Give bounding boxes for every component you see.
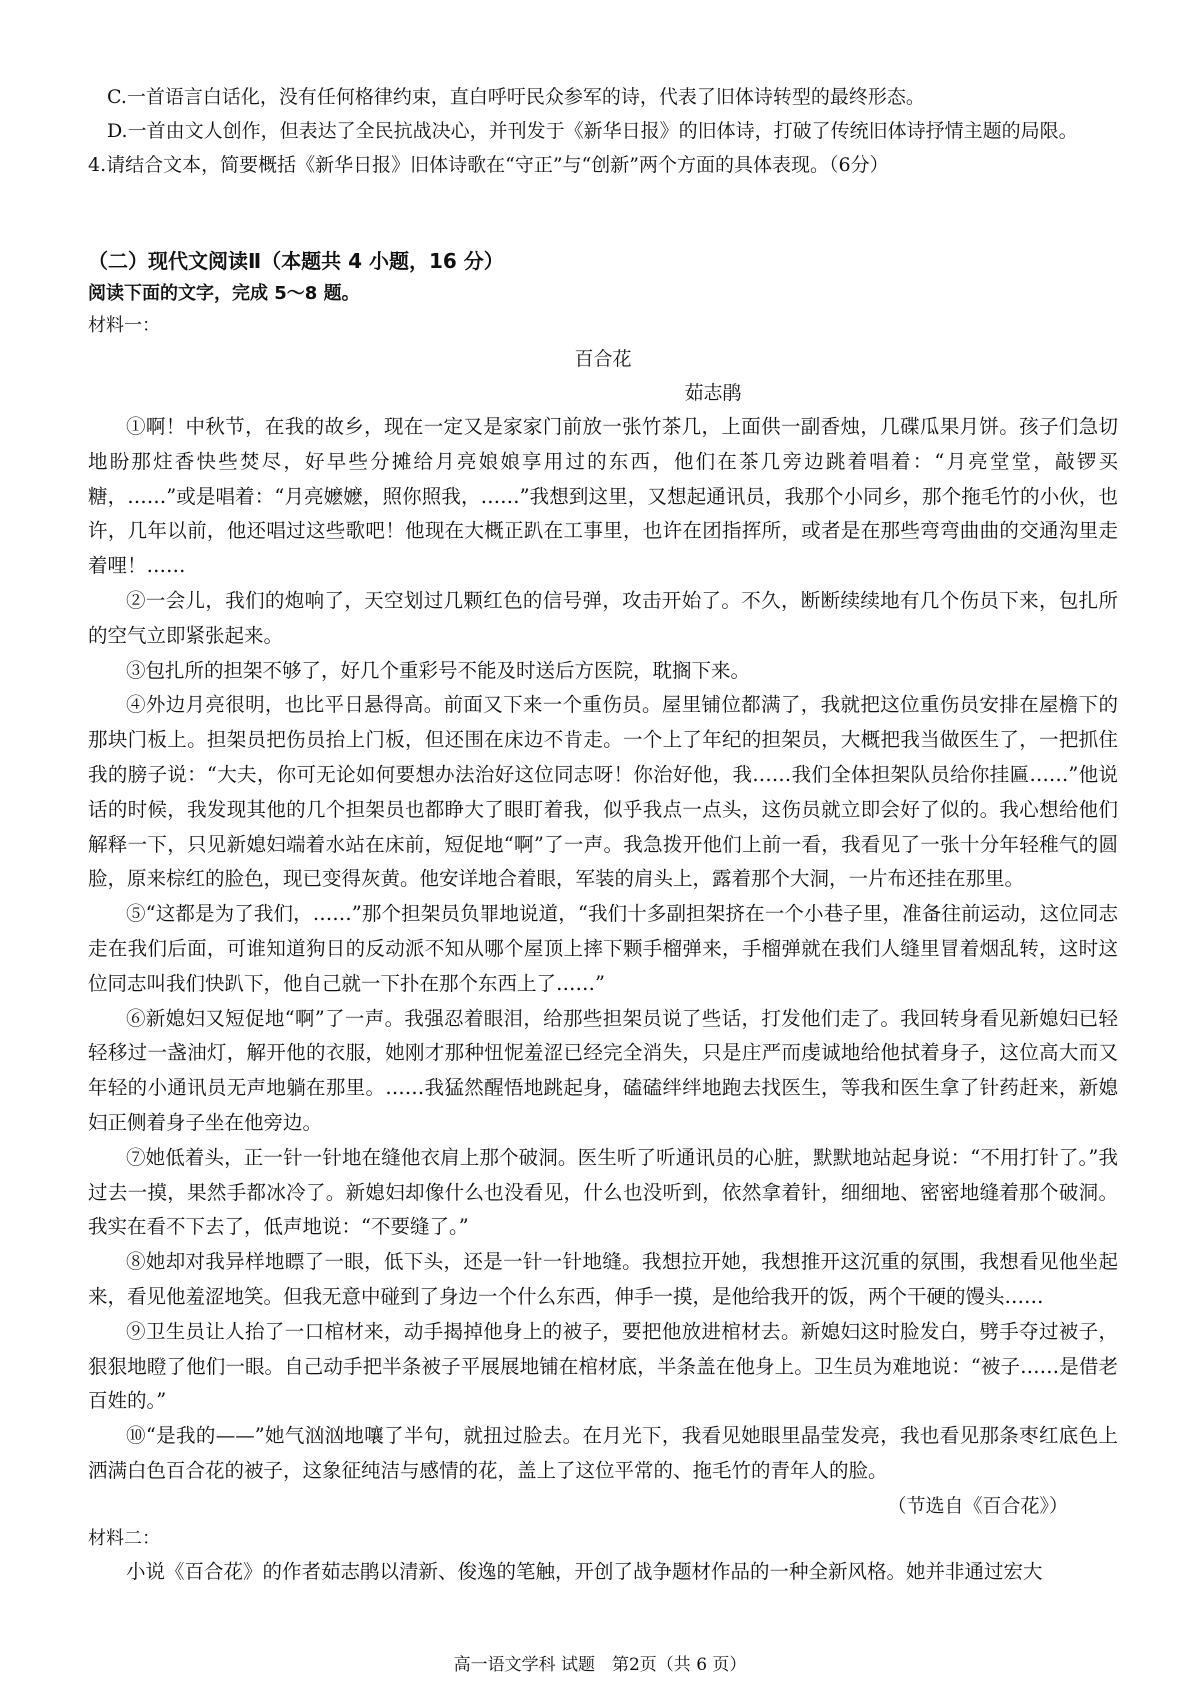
paragraph-2: ②一会儿，我们的炮响了，天空划过几颗红色的信号弹，攻击开始了。不久，断断续续地有几个伤员下来，包扎所的空气立即紧张起来。 [88,588,1118,647]
paragraph-4: ④外边月亮很明，也比平日悬得高。前面又下来一个重伤员。屋里铺位都满了，我就把这位重伤员安排在屋檐下的那块门板上。担架员把伤员抬上门板，但还围在床边不肯走。一个上了年纪的担架员，大概把我当做医生了，一把抓住我的膀子说：“大夫，你可无论如何要想办法治好这位同志呀！你治好他，我……我们全体担架队员给你挂匾……”他说话的时候，我发现其他的几个担架员也都睁大了眼盯着我，似乎我点一点头，这伤员就立即会好了似的。我心想给他们解释一下，只见新媳妇端着水站在床前，短促地“啊”了一声。我急拨开他们上前一看，我看见了一张十分年轻稚气的圆脸，原来棕红的脸色，现已变得灰黄。他安详地合着眼，军装的肩头上，露着那个大洞，一片布还挂在那里。 [88,693,1118,891]
paragraph-7: ⑦她低着头，正一针一针地在缝他衣肩上那个破洞。医生听了听通讯员的心脏，默默地站起身说：“不用打针了。”我过去一摸，果然手都冰冷了。新媳妇却像什么也没看见，什么也没听到，依然拿着针，细细地、密密地缝着那个破洞。我实在看不下去了，低声地说：“不要缝了。” [88,1145,1118,1239]
paragraph-5: ⑤“这都是为了我们，……”那个担架员负罪地说道，“我们十多副担架挤在一个小巷子里，准备往前运动，这位同志走在我们后面，可谁知道狗日的反动派不知从哪个屋顶上摔下颗手榴弹来，手榴弹就在我们人缝里冒着烟乱转，这时这位同志叫我们快趴下，他自己就一下扑在那个东西上了……” [88,902,1118,995]
story-title: 百合花 [574,348,632,370]
story-author: 茹志鹃 [684,382,742,404]
material-1-label: 材料一： [88,315,160,336]
question-4: 4.请结合文本，简要概括《新华日报》旧体诗歌在“守正”与“创新”两个方面的具体表现。（6分） [88,154,889,176]
option-c: C.一首语言白话化，没有任何格律约束，直白呼吁民众参军的诗，代表了旧体诗转型的最终形态。 [107,86,925,108]
paragraph-9: ⑨卫生员让人抬了一口棺材来，动手揭掉他身上的被子，要把他放进棺材去。新媳妇这时脸发白，劈手夺过被子，狠狠地瞪了他们一眼。自己动手把半条被子平展展地铺在棺材底，半条盖在他身上。卫生员为难地说：“被子……是借老百姓的。” [88,1319,1118,1413]
paragraph-6: ⑥新媳妇又短促地“啊”了一声。我强忍着眼泪，给那些担架员说了些话，打发他们走了。我回转身看见新媳妇已轻轻移过一盏油灯，解开他的衣服，她刚才那种忸怩羞涩已经完全消失，只是庄严而虔诚地给他拭着身子，这位高大而又年轻的小通讯员无声地躺在那里。……我猛然醒悟地跳起身，磕磕绊绊地跑去找医生，等我和医生拿了针药赶来，新媳妇正侧着身子坐在他旁边。 [88,1006,1118,1134]
page-footer: 高一语文学科 试题 第2页（共 6 页） [453,1655,747,1675]
paragraph-10: ⑩“是我的——”她气汹汹地嚷了半句，就扭过脸去。在月光下，我看见她眼里晶莹发亮，我也看见那条枣红底色上洒满白色百合花的被子，这象征纯洁与感情的花，盖上了这位平常的、拖毛竹的青年人的脸。 [88,1424,1118,1482]
paragraph-1: ①啊！中秋节，在我的故乡，现在一定又是家家门前放一张竹茶几，上面供一副香烛，几碟瓜果月饼。孩子们急切地盼那炷香快些焚尽，好早些分摊给月亮娘娘享用过的东西，他们在茶几旁边跳着唱着：“月亮堂堂，敲锣买糖，……”或是唱着：“月亮嬷嬷，照你照我，……”我想到这里，又想起通讯员，我那个小同乡，那个拖毛竹的小伙，也许，几年以前，他还唱过这些歌吧！他现在大概正趴在工事里，也许在团指挥所，或者是在那些弯弯曲曲的交通沟里走着哩！…… [88,415,1118,578]
material-2-label: 材料二： [88,1527,160,1549]
source-note: （节选自《百合花》） [887,1494,1068,1517]
section-title: （二）现代文阅读Ⅱ（本题共 4 小题，16 分） [88,249,504,273]
option-d: D.一首由文人创作，但表达了全民抗战决心，并刊发于《新华日报》的旧体诗，打破了传统旧体诗抒情主题的局限。 [107,120,1078,142]
paragraph-8: ⑧她却对我异样地瞟了一眼，低下头，还是一针一针地缝。我想拉开她，我想推开这沉重的氛围，我想看见他坐起来，看见他羞涩地笑。但我无意中碰到了身边一个什么东西，伸手一摸，是他给我开的饭，两个干硬的馒头…… [88,1250,1118,1308]
exam-page [88,80,1118,1590]
paragraph-3: ③包扎所的担架不够了，好几个重彩号不能及时送后方医院，耽搁下来。 [126,658,751,682]
material-2-text: 小说《百合花》的作者茹志鹃以清新、俊逸的笔触，开创了战争题材作品的一种全新风格。她并非通过宏大 [126,1559,1043,1583]
reading-instruction: 阅读下面的文字，完成 5～8 题。 [88,283,360,304]
